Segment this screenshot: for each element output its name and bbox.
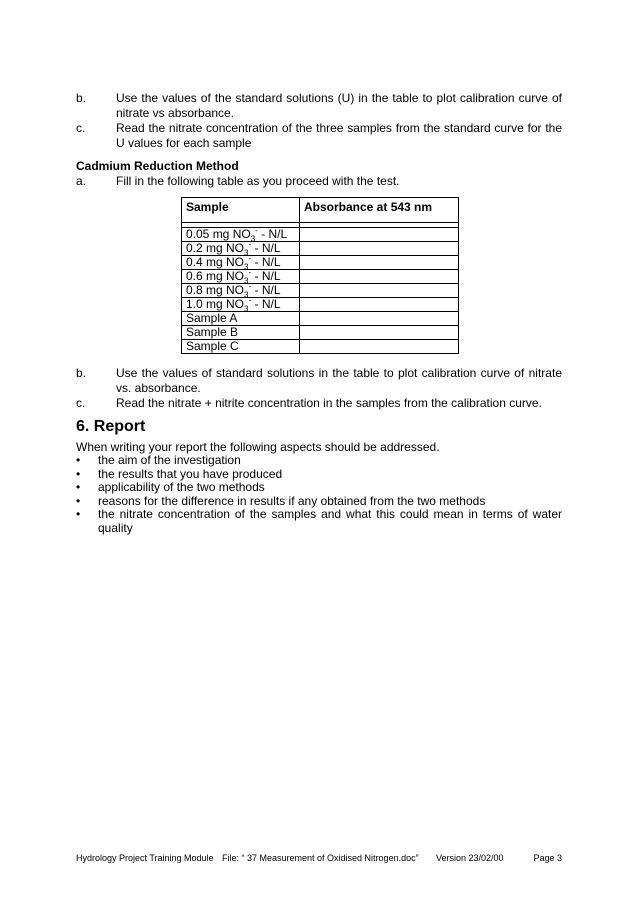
list-item: • reasons for the difference in results if any obtained from the two methods xyxy=(76,493,486,508)
sample-cell: Sample A xyxy=(182,312,300,326)
item-marker: c. xyxy=(76,396,86,410)
item-c-top xyxy=(76,121,562,151)
list-item: • the nitrate concentration of the samples and what this could mean in terms of water quality xyxy=(76,507,562,535)
list-item: • the aim of the investigation xyxy=(76,453,241,467)
absorbance-cell[interactable] xyxy=(300,326,459,340)
footer-file: File: “ 37 Measurement of Oxidised Nitrogen.doc” xyxy=(222,853,419,863)
sample-cell: Sample B xyxy=(182,326,300,340)
sample-cell: 0.2 mg $NO_3^- - N/L$ xyxy=(182,242,300,256)
report-heading: 6. Report xyxy=(76,418,146,435)
table-row xyxy=(182,256,459,270)
table-row xyxy=(182,270,459,284)
item-a-cadmium xyxy=(76,174,562,189)
table-row xyxy=(182,284,459,298)
table-row xyxy=(182,312,459,326)
report-bullet-list xyxy=(76,454,562,535)
list-item: • the results that you have produced xyxy=(76,466,283,481)
sample-cell: 0.6 mg $NO_3^- - N/L$ xyxy=(182,270,300,284)
absorbance-cell[interactable] xyxy=(300,242,459,256)
bullet-icon: • xyxy=(76,493,81,508)
sample-cell: 1.0 mg $NO_3^- - N/L$ xyxy=(182,298,300,312)
bullet-icon: • xyxy=(76,480,81,494)
report-intro: When writing your report the following aspects should be addressed. xyxy=(76,440,440,454)
sample-cell: Sample C xyxy=(182,340,300,354)
item-c-cadmium xyxy=(76,396,562,411)
absorbance-cell[interactable] xyxy=(300,228,459,242)
table-header-row xyxy=(182,198,459,223)
absorbance-table xyxy=(181,197,459,354)
item-text: Fill in the following table as you proceed with the test. xyxy=(116,174,400,188)
item-marker: b. xyxy=(76,366,87,380)
footer-page-number: Page 3 xyxy=(533,853,562,863)
absorbance-cell[interactable] xyxy=(300,256,459,270)
cadmium-heading: Cadmium Reduction Method xyxy=(76,159,239,173)
list-item: • applicability of the two methods xyxy=(76,480,265,494)
item-marker: b. xyxy=(76,91,87,105)
bullet-icon: • xyxy=(76,466,81,481)
sample-cell: 0.8 mg $NO_3^- - N/L$ xyxy=(182,284,300,298)
absorbance-cell[interactable] xyxy=(300,284,459,298)
table-row xyxy=(182,326,459,340)
item-b-cadmium xyxy=(76,366,562,396)
item-b-top xyxy=(76,91,562,121)
item-text: Use the values of the standard solutions (U) in the table to plot calibration curve of nitrate vs absorbance. xyxy=(116,91,562,120)
absorbance-cell[interactable] xyxy=(300,340,459,354)
item-marker: a. xyxy=(76,174,87,188)
column-header-sample: Sample xyxy=(182,198,300,223)
footer-module: Hydrology Project Training Module xyxy=(76,853,214,863)
table-row xyxy=(182,242,459,256)
sample-cell: 0.4 mg $NO_3^- - N/L$ xyxy=(182,256,300,270)
absorbance-cell[interactable] xyxy=(300,298,459,312)
absorbance-cell[interactable] xyxy=(300,312,459,326)
sample-cell: 0.05 mg $NO_3^- - N/L$ xyxy=(182,228,300,242)
table-row xyxy=(182,298,459,312)
item-text: Read the nitrate + nitrite concentration in the samples from the calibration curve. xyxy=(116,396,542,410)
table-row xyxy=(182,340,459,354)
item-marker: c. xyxy=(76,121,86,135)
bullet-icon: • xyxy=(76,453,81,467)
footer-version: Version 23/02/00 xyxy=(436,853,504,863)
column-header-absorbance: Absorbance at 543 nm xyxy=(300,198,459,223)
table-row xyxy=(182,228,459,242)
bullet-icon: • xyxy=(76,507,81,521)
absorbance-cell[interactable] xyxy=(300,270,459,284)
item-text: Use the values of standard solutions in the table to plot calibration curve of nitrate vs. absorbance. xyxy=(116,366,562,395)
item-text: Read the nitrate concentration of the three samples from the standard curve for the U values for each sample xyxy=(116,121,562,150)
